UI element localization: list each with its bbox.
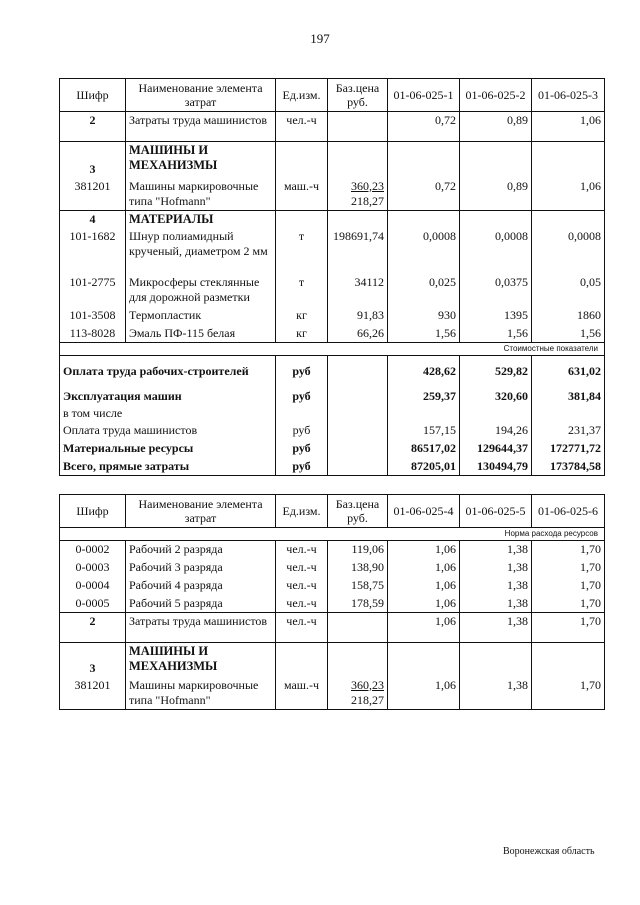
header-price: Баз.цена руб. [328,79,388,112]
cost-row: Оплата труда рабочих-строителей руб 428,62 529,82 631,02 [60,356,605,388]
table-row: 113-8028 Эмаль ПФ-115 белая кг 66,26 1,56 1,56 1,56 [60,325,605,343]
cost-row: Эксплуатация машин руб 259,37 320,60 381,84 [60,388,605,405]
table-row: 2 Затраты труда машинистов чел.-ч 1,06 1,38 1,70 [60,613,605,643]
header-price: Баз.цена руб. [328,495,388,528]
header-code: Шифр [60,495,126,528]
cost-row: в том числе [60,405,605,422]
cost-note: Стоимостные показатели [60,343,605,356]
header-col3: 01-06-025-3 [532,79,605,112]
norm-note-row [60,528,605,541]
table-row: 0-0005 Рабочий 5 разряда чел.-ч 178,59 1,06 1,38 1,70 [60,595,605,613]
norm-note: Норма расхода ресурсов [60,528,605,541]
table-row: 0-0003 Рабочий 3 разряда чел.-ч 138,90 1,06 1,38 1,70 [60,559,605,577]
table-row: 0-0004 Рабочий 4 разряда чел.-ч 158,75 1,06 1,38 1,70 [60,577,605,595]
cost-note-row [60,343,605,356]
table-row: 101-3508 Термопластик кг 91,83 930 1395 1860 [60,307,605,325]
header-name: Наименование элемента затрат [126,495,276,528]
header-col1: 01-06-025-1 [388,79,460,112]
table-row: 381201 Машины маркировочные типа "Hofmann" маш.-ч 360,23 218,27 0,72 0,89 1,06 [60,178,605,211]
page-number: 197 [310,31,330,46]
header-code: Шифр [60,79,126,112]
resource-table-1 [59,78,605,476]
header-col5: 01-06-025-5 [460,495,532,528]
header-unit: Ед.изм. [276,79,328,112]
cost-row: Оплата труда машинистов руб 157,15 194,26 231,37 [60,422,605,440]
section-row: 3 МАШИНЫ И МЕХАНИЗМЫ [60,142,605,178]
table-row: 381201 Машины маркировочные типа "Hofmann" маш.-ч 360,23 218,27 1,06 1,38 1,70 [60,677,605,710]
header-col2: 01-06-025-2 [460,79,532,112]
cost-row: Всего, прямые затраты руб 87205,01 130494,79 173784,58 [60,458,605,476]
cost-row: Материальные ресурсы руб 86517,02 129644,37 172771,72 [60,440,605,458]
table-row: 101-1682 Шнур полиамидный крученый, диаметром 2 мм т 198691,74 0,0008 0,0008 0,0008 [60,228,605,274]
region-footer: Воронежская область [503,846,595,857]
table-header [60,495,605,528]
table-header [60,79,605,112]
table-row: 2 Затраты труда машинистов чел.-ч 0,72 0,89 1,06 [60,112,605,142]
header-col6: 01-06-025-6 [532,495,605,528]
section-row: 4 МАТЕРИАЛЫ [60,210,605,228]
section-row: 3 МАШИНЫ И МЕХАНИЗМЫ [60,643,605,677]
header-name: Наименование элемента затрат [126,79,276,112]
header-col4: 01-06-025-4 [388,495,460,528]
resource-table-2 [59,494,605,710]
header-unit: Ед.изм. [276,495,328,528]
table-row: 0-0002 Рабочий 2 разряда чел.-ч 119,06 1,06 1,38 1,70 [60,541,605,559]
table-row: 101-2775 Микросферы стеклянные для дорожной разметки т 34112 0,025 0,0375 0,05 [60,274,605,307]
